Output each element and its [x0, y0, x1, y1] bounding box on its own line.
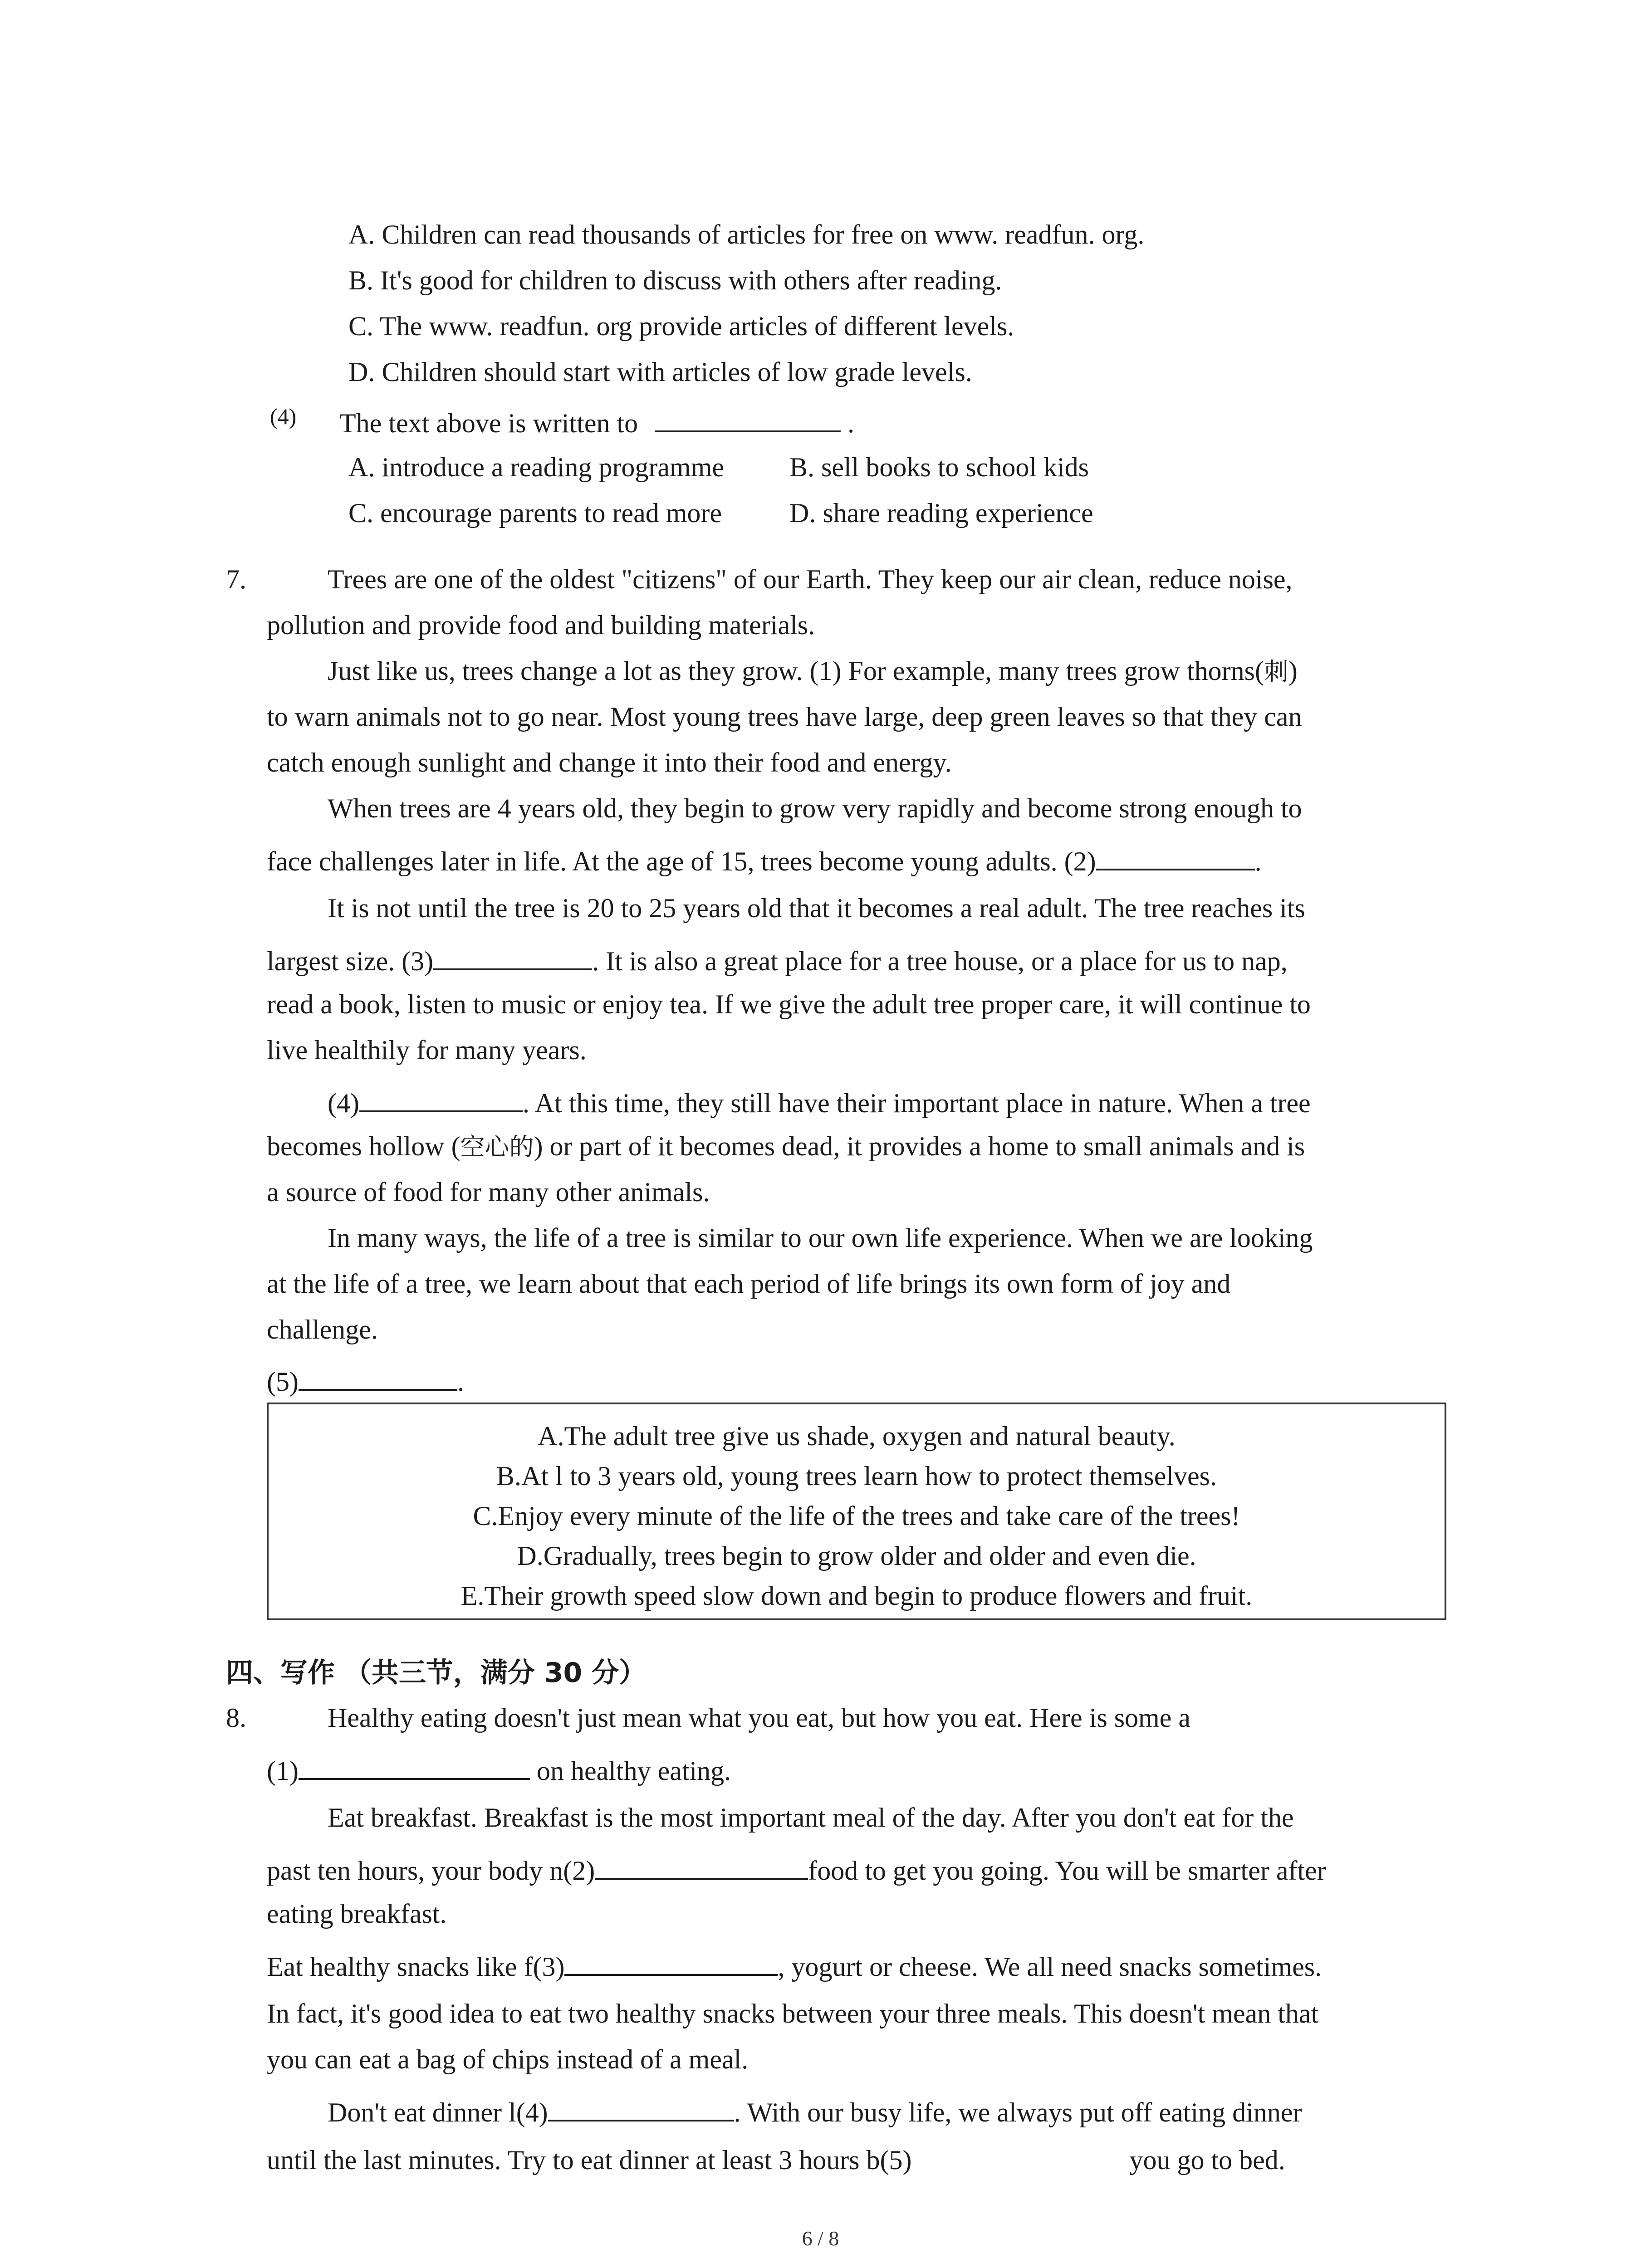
q8-line7: In fact, it's good idea to eat two healthy snacks between your three meals. This doesn't mean that	[267, 1999, 1319, 2028]
q7-p6-line3: challenge.	[267, 1315, 378, 1344]
answer-blank	[299, 1755, 530, 1780]
q6-4-stem-text: The text above is written to	[339, 408, 638, 438]
q7-p5-line1-a: (4)	[328, 1088, 359, 1118]
q7-p2-line1-c: )	[1288, 656, 1298, 686]
q8-line3: Eat breakfast. Breakfast is the most important meal of the day. After you don't eat for the	[328, 1803, 1294, 1833]
q8-line2-b: on healthy eating.	[529, 1756, 731, 1786]
answer-blank	[548, 2096, 734, 2121]
q7-p4-line2-a: largest size. (3)	[267, 946, 434, 976]
q7-p5-line1-b: . At this time, they still have their important place in nature. When a tree	[522, 1088, 1311, 1118]
q6-option-b: B. It's good for children to discuss with others after reading.	[348, 265, 1002, 295]
q8-line10-a: until the last minutes. Try to eat dinner at least 3 hours b(5)	[267, 2145, 912, 2175]
q7-p3-line2-text: face challenges later in life. At the age of 15, trees become young adults. (2)	[267, 846, 1096, 876]
q7-p3-line2	[267, 845, 1262, 875]
q8-line6-a: Eat healthy snacks like f(3)	[267, 1952, 565, 1982]
q8-line10	[267, 2146, 1285, 2174]
answer-blank	[359, 1087, 523, 1112]
q7-p5-line2-a: becomes hollow (	[267, 1131, 460, 1161]
q8-line4-a: past ten hours, your body n(2)	[267, 1856, 595, 1886]
q6-4-stem	[339, 407, 854, 437]
q8-number: 8.	[226, 1703, 246, 1733]
q6-option-d: D. Children should start with articles of low grade levels.	[348, 357, 972, 387]
q6-4-option-d: D. share reading experience	[789, 498, 1093, 528]
section-heading: 四、写作 （共三节，满分 30 分）	[226, 1657, 647, 1689]
answer-blank	[595, 1854, 808, 1880]
q7-p4-line1: It is not until the tree is 20 to 25 years old that it becomes a real adult. The tree reaches its	[328, 893, 1305, 923]
q8-line5: eating breakfast.	[267, 1899, 447, 1929]
q7-p5-line1	[328, 1087, 1311, 1117]
q6-4-dot: .	[847, 408, 855, 438]
q7-option: A.The adult tree give us shade, oxygen and natural beauty.	[538, 1421, 1176, 1451]
q7-number: 7.	[226, 564, 246, 594]
q7-p5-line3: a source of food for many other animals.	[267, 1177, 710, 1207]
q8-line9-b: . With our busy life, we always put off eating dinner	[734, 2097, 1302, 2127]
q7-dot: .	[457, 1367, 464, 1397]
answer-blank	[299, 1365, 457, 1391]
q7-p2-line1-b: For example, many trees grow thorns(	[841, 656, 1264, 686]
q7-option: C.Enjoy every minute of the life of the trees and take care of the trees!	[473, 1501, 1240, 1531]
q7-p5-line2	[267, 1133, 1305, 1160]
q8-line2	[267, 1755, 731, 1784]
q8-line9-a: Don't eat dinner l(4)	[328, 2097, 548, 2127]
q6-option-c: C. The www. readfun. org provide articles of different levels.	[348, 311, 1014, 341]
page-number: 6 / 8	[802, 2227, 839, 2250]
answer-blank	[433, 945, 592, 970]
q6-4-option-c: C. encourage parents to read more	[348, 498, 722, 528]
answer-blank	[655, 407, 841, 432]
q7-p4-line2	[267, 945, 1288, 975]
answer-blank	[564, 1950, 778, 1976]
q7-p1-line2: pollution and provide food and building materials.	[267, 610, 815, 640]
answer-blank	[1096, 845, 1255, 870]
q6-4-number: (4)	[270, 404, 297, 429]
q7-p6-line2: at the life of a tree, we learn about that each period of life brings its own form of joy and	[267, 1269, 1231, 1299]
q8-line2-a: (1)	[267, 1756, 299, 1786]
q7-p2-line1-cn: 刺	[1264, 657, 1288, 686]
q7-dot: .	[1254, 846, 1262, 876]
q7-p5-line2-b: ) or part of it becomes dead, it provides a home to small animals and is	[534, 1131, 1305, 1161]
q7-p2-line1-a: Just like us, trees change a lot as they grow. (1)	[328, 656, 842, 686]
q8-line1: Healthy eating doesn't just mean what you eat, but how you eat. Here is some a	[328, 1703, 1190, 1733]
q7-p6-line1: In many ways, the life of a tree is similar to our own life experience. When we are looking	[328, 1223, 1313, 1253]
q6-4-option-b: B. sell books to school kids	[789, 452, 1089, 482]
q8-line9	[328, 2096, 1302, 2126]
q8-line8: you can eat a bag of chips instead of a meal.	[267, 2044, 749, 2074]
q7-p2-line3: catch enough sunlight and change it into their food and energy.	[267, 748, 952, 777]
q8-line6-b: , yogurt or cheese. We all need snacks sometimes.	[778, 1952, 1322, 1982]
q7-p7	[267, 1365, 464, 1395]
q7-option: E.Their growth speed slow down and begin to produce flowers and fruit.	[460, 1581, 1253, 1611]
q6-4-option-a: A. introduce a reading programme	[348, 452, 725, 482]
q7-option: B.At l to 3 years old, young trees learn how to protect themselves.	[496, 1461, 1217, 1491]
q8-line6	[267, 1950, 1322, 1980]
q8-line4-b: food to get you going. You will be smarter after	[808, 1856, 1326, 1886]
q7-p2-line1	[328, 657, 1298, 684]
q7-p7-label: (5)	[267, 1367, 299, 1397]
q8-line10-b: you go to bed.	[1129, 2145, 1285, 2175]
q7-p4-line3: read a book, listen to music or enjoy tea. If we give the adult tree proper care, it will continue to	[267, 989, 1311, 1019]
q8-line4	[267, 1854, 1326, 1884]
q7-p4-line4: live healthily for many years.	[267, 1035, 587, 1065]
q6-option-a: A. Children can read thousands of articles for free on www. readfun. org.	[348, 220, 1145, 249]
q7-p2-line2: to warn animals not to go near. Most young trees have large, deep green leaves so that they can	[267, 702, 1302, 732]
q7-p5-line2-cn: 空心的	[460, 1133, 534, 1161]
q7-p1-line1: Trees are one of the oldest "citizens" of our Earth. They keep our air clean, reduce noise,	[328, 564, 1293, 594]
q7-option: D.Gradually, trees begin to grow older and older and even die.	[517, 1541, 1196, 1571]
q7-options-box	[267, 1403, 1446, 1620]
q7-p4-line2-b: . It is also a great place for a tree house, or a place for us to nap,	[592, 946, 1288, 976]
q7-p3-line1: When trees are 4 years old, they begin to grow very rapidly and become strong enough to	[328, 793, 1302, 823]
